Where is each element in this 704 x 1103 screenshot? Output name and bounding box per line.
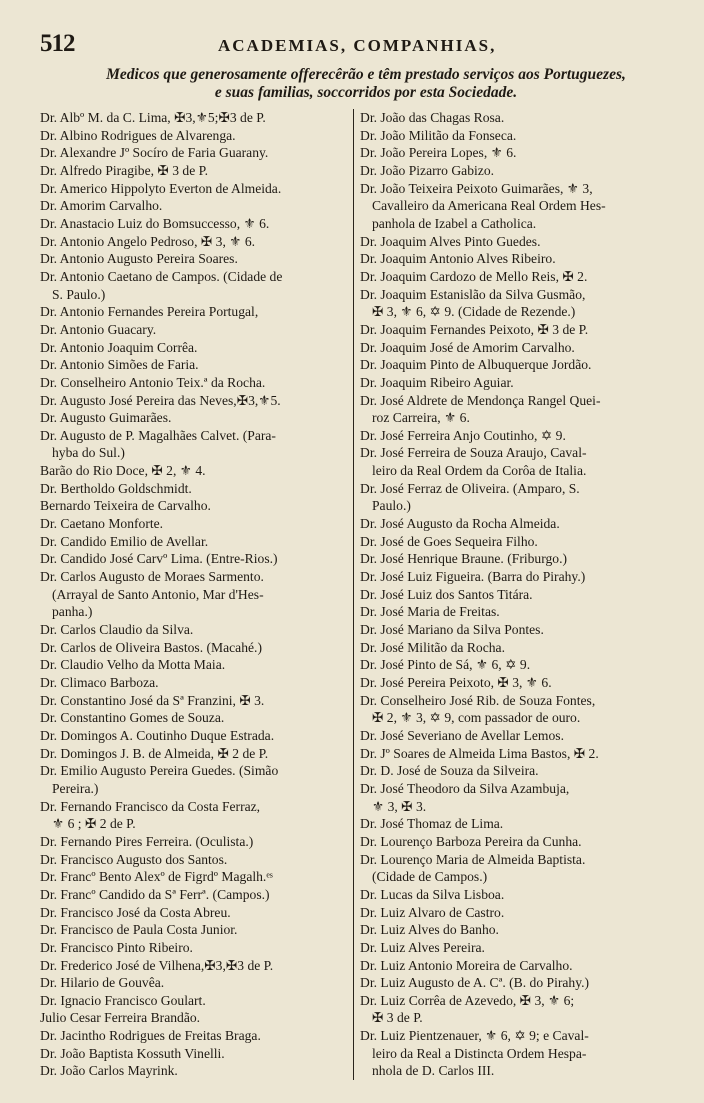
list-item: Dr. João Pizarro Gabizo. bbox=[360, 162, 495, 178]
list-item: Dr. Constantino José da Sª Franzini, ✠ 3. bbox=[40, 692, 265, 708]
list-item: Dr. José Ferreira Anjo Coutinho, ✡ 9. bbox=[360, 427, 566, 443]
list-item: Dr. Fernando Pires Ferreira. (Oculista.) bbox=[40, 833, 254, 849]
list-item: Dr. Joaquim Cardozo de Mello Reis, ✠ 2. bbox=[360, 268, 588, 284]
list-item: Dr. Antonio Caetano de Campos. (Cidade de S. Paulo.) bbox=[40, 268, 283, 302]
list-item: Dr. Carlos de Oliveira Bastos. (Macahé.) bbox=[40, 639, 262, 655]
list-item: Dr. Lucas da Silva Lisboa. bbox=[360, 886, 505, 902]
list-item: Dr. Joaquim José de Amorim Carvalho. bbox=[360, 339, 575, 355]
list-item: Dr. Constantino Gomes de Souza. bbox=[40, 710, 225, 726]
list-item: Dr. José de Goes Sequeira Filho. bbox=[360, 533, 538, 549]
list-item: Dr. Antonio Augusto Pereira Soares. bbox=[40, 251, 238, 267]
list-item: Dr. Francº Candido da Sª Ferrª. (Campos.) bbox=[40, 886, 270, 902]
left-column bbox=[40, 109, 354, 1080]
list-item: Dr. Joaquim Alves Pinto Guedes. bbox=[360, 233, 541, 249]
list-item: Dr. Antonio Simões de Faria. bbox=[40, 357, 199, 373]
list-item: Dr. Jº Soares de Almeida Lima Bastos, ✠ 2. bbox=[360, 745, 599, 761]
list-item: Dr. Emilio Augusto Pereira Guedes. (Simão Pereira.) bbox=[40, 763, 279, 796]
list-item: Dr. Antonio Joaquim Corrêa. bbox=[40, 339, 198, 355]
list-item: Dr. José Augusto da Rocha Almeida. bbox=[360, 516, 560, 532]
section-subtitle bbox=[40, 66, 692, 102]
list-item: Dr. Luiz Alves do Banho. bbox=[360, 922, 499, 938]
list-item: Dr. Luiz Alves Pereira. bbox=[360, 939, 485, 955]
list-item: Dr. Candido José Carvº Lima. (Entre-Rios.) bbox=[40, 551, 278, 567]
subtitle-line-1: Medicos que generosamente offerecêrão e têm prestado serviços aos Portuguezes, bbox=[106, 66, 626, 83]
list-item: Dr. José Maria de Freitas. bbox=[360, 604, 500, 620]
list-item: Dr. Francisco Pinto Ribeiro. bbox=[40, 939, 193, 955]
list-item: Dr. Joaquim Fernandes Peixoto, ✠ 3 de P. bbox=[360, 321, 589, 337]
list-item: Dr. José Pinto de Sá, ⚜ 6, ✡ 9. bbox=[360, 657, 531, 673]
list-item: Dr. Fernando Francisco da Costa Ferraz, ⚜ 6 ; ✠ 2 de P. bbox=[40, 798, 261, 832]
list-item: Dr. Bertholdo Goldschmidt. bbox=[40, 480, 192, 496]
list-item: Dr. José Ferreira de Souza Araujo, Caval- leiro da Real Ordem da Corôa de Italia. bbox=[360, 445, 587, 479]
running-title: ACADEMIAS, COMPANHIAS, bbox=[218, 36, 497, 55]
list-item: Dr. D. José de Souza da Silveira. bbox=[360, 763, 539, 779]
list-item: Dr. Anastacio Luiz do Bomsuccesso, ⚜ 6. bbox=[40, 215, 270, 231]
list-item: Dr. Francº Bento Alexº de Figrdº Magalh.ᵉˢ bbox=[40, 869, 273, 885]
list-item: Dr. José Luiz Figueira. (Barra do Pirahy.) bbox=[360, 569, 586, 585]
list-item: Dr. José Luiz dos Santos Titára. bbox=[360, 586, 533, 602]
list-item: Dr. Alfredo Piragibe, ✠ 3 de P. bbox=[40, 162, 209, 178]
list-item: Dr. Luiz Antonio Moreira de Carvalho. bbox=[360, 957, 573, 973]
list-item: Dr. José Thomaz de Lima. bbox=[360, 816, 504, 832]
list-item: Dr. Conselheiro Antonio Teix.ª da Rocha. bbox=[40, 374, 266, 390]
list-item: Dr. Joaquim Pinto de Albuquerque Jordão. bbox=[360, 357, 592, 373]
list-item: Dr. Claudio Velho da Motta Maia. bbox=[40, 657, 226, 673]
list-item: Bernardo Teixeira de Carvalho. bbox=[40, 498, 211, 514]
list-item: Dr. Caetano Monforte. bbox=[40, 516, 164, 532]
list-item: Dr. José Mariano da Silva Pontes. bbox=[360, 622, 544, 638]
list-item: Dr. Francisco de Paula Costa Junior. bbox=[40, 922, 238, 938]
list-item: Dr. João Baptista Kossuth Vinelli. bbox=[40, 1045, 225, 1061]
list-item: Dr. Carlos Augusto de Moraes Sarmento. (Arrayal de Santo Antonio, Mar d'Hes- panha.) bbox=[40, 569, 264, 620]
subtitle-line-2: e suas familias, soccorridos por esta Sociedade. bbox=[214, 84, 518, 101]
list-item: Dr. Albino Rodrigues de Alvarenga. bbox=[40, 127, 236, 143]
list-item: Dr. João Carlos Mayrink. bbox=[40, 1063, 178, 1079]
list-item: Dr. Candido Emilio de Avellar. bbox=[40, 533, 209, 549]
list-item: Dr. Luiz Pientzenauer, ⚜ 6, ✡ 9; e Caval- leiro da Real a Distincta Ordem Hespa- nhola de D. Carlos III. bbox=[360, 1028, 589, 1079]
list-item: Dr. Augusto de P. Magalhães Calvet. (Para- hyba do Sul.) bbox=[40, 427, 276, 461]
list-item: Dr. Joaquim Ribeiro Aguiar. bbox=[360, 374, 514, 390]
list-item: Dr. Climaco Barboza. bbox=[40, 675, 159, 690]
list-item: Dr. Domingos J. B. de Almeida, ✠ 2 de P. bbox=[40, 745, 269, 761]
list-item: Dr. José Severiano de Avellar Lemos. bbox=[360, 727, 564, 743]
list-item: Dr. Lourenço Maria de Almeida Baptista. (Cidade de Campos.) bbox=[360, 851, 586, 885]
list-item: Dr. João Pereira Lopes, ⚜ 6. bbox=[360, 145, 517, 161]
list-item: Dr. Augusto Guimarães. bbox=[40, 410, 172, 426]
list-item: Barão do Rio Doce, ✠ 2, ⚜ 4. bbox=[40, 463, 206, 479]
list-item: Dr. João Teixeira Peixoto Guimarães, ⚜ 3, Cavalleiro da Americana Real Ordem Hes- panhola de Izabel a Catholica. bbox=[360, 180, 606, 231]
list-item: Dr. Lourenço Barboza Pereira da Cunha. bbox=[360, 833, 582, 849]
list-item: Dr. José Militão da Rocha. bbox=[360, 639, 505, 655]
list-item: Dr. Francisco Augusto dos Santos. bbox=[40, 851, 228, 867]
list-item: Dr. Conselheiro José Rib. de Souza Fontes, ✠ 2, ⚜ 3, ✡ 9, com passador de ouro. bbox=[360, 692, 596, 726]
list-item: Dr. Joaquim Antonio Alves Ribeiro. bbox=[360, 251, 556, 267]
list-item: Dr. José Aldrete de Mendonça Rangel Quei- roz Carreira, ⚜ 6. bbox=[360, 392, 601, 426]
list-item: Dr. João Militão da Fonseca. bbox=[360, 127, 517, 143]
list-item: Dr. Antonio Fernandes Pereira Portugal, bbox=[40, 304, 259, 320]
list-item: Dr. Antonio Guacary. bbox=[40, 321, 157, 337]
list-item: Dr. Hilario de Gouvêa. bbox=[40, 975, 165, 991]
list-item: Dr. Americo Hippolyto Everton de Almeida. bbox=[40, 180, 282, 196]
list-item: Dr. Domingos A. Coutinho Duque Estrada. bbox=[40, 727, 275, 743]
list-item: Dr. José Ferraz de Oliveira. (Amparo, S. Paulo.) bbox=[360, 480, 580, 514]
list-item: Dr. Frederico José de Vilhena,✠3,✠3 de P. bbox=[40, 957, 274, 973]
page-header bbox=[40, 30, 692, 66]
list-item: Dr. Luiz Augusto de A. Cª. (B. do Pirahy.) bbox=[360, 975, 590, 991]
list-item: Dr. José Theodoro da Silva Azambuja, ⚜ 3, ✠ 3. bbox=[360, 780, 570, 814]
list-item: Dr. Joaquim Estanislão da Silva Gusmão, ✠ 3, ⚜ 6, ✡ 9. (Cidade de Rezende.) bbox=[360, 286, 586, 320]
list-item: Dr. Augusto José Pereira das Neves,✠3,⚜5. bbox=[40, 392, 281, 408]
list-item: Dr. Albº M. da C. Lima, ✠3,⚜5;✠3 de P. bbox=[40, 110, 266, 125]
two-column-list bbox=[40, 109, 692, 1080]
list-item: Julio Cesar Ferreira Brandão. bbox=[40, 1010, 201, 1026]
list-item: Dr. Antonio Angelo Pedroso, ✠ 3, ⚜ 6. bbox=[40, 233, 256, 249]
list-item: Dr. Francisco José da Costa Abreu. bbox=[40, 904, 231, 920]
list-item: Dr. José Henrique Braune. (Friburgo.) bbox=[360, 551, 568, 567]
list-item: Dr. João das Chagas Rosa. bbox=[360, 110, 505, 125]
list-item: Dr. Luiz Alvaro de Castro. bbox=[360, 904, 505, 920]
list-item: Dr. Ignacio Francisco Goulart. bbox=[40, 992, 206, 1008]
list-item: Dr. Luiz Corrêa de Azevedo, ✠ 3, ⚜ 6; ✠ 3 de P. bbox=[360, 992, 575, 1026]
list-item: Dr. Amorim Carvalho. bbox=[40, 198, 163, 214]
list-item: Dr. José Pereira Peixoto, ✠ 3, ⚜ 6. bbox=[360, 675, 552, 690]
page-number: 512 bbox=[40, 30, 75, 57]
list-item: Dr. Carlos Claudio da Silva. bbox=[40, 622, 194, 638]
list-item: Dr. Alexandre Jº Socíro de Faria Guarany. bbox=[40, 145, 269, 161]
right-column bbox=[354, 109, 690, 1080]
list-item: Dr. Jacintho Rodrigues de Freitas Braga. bbox=[40, 1028, 261, 1044]
